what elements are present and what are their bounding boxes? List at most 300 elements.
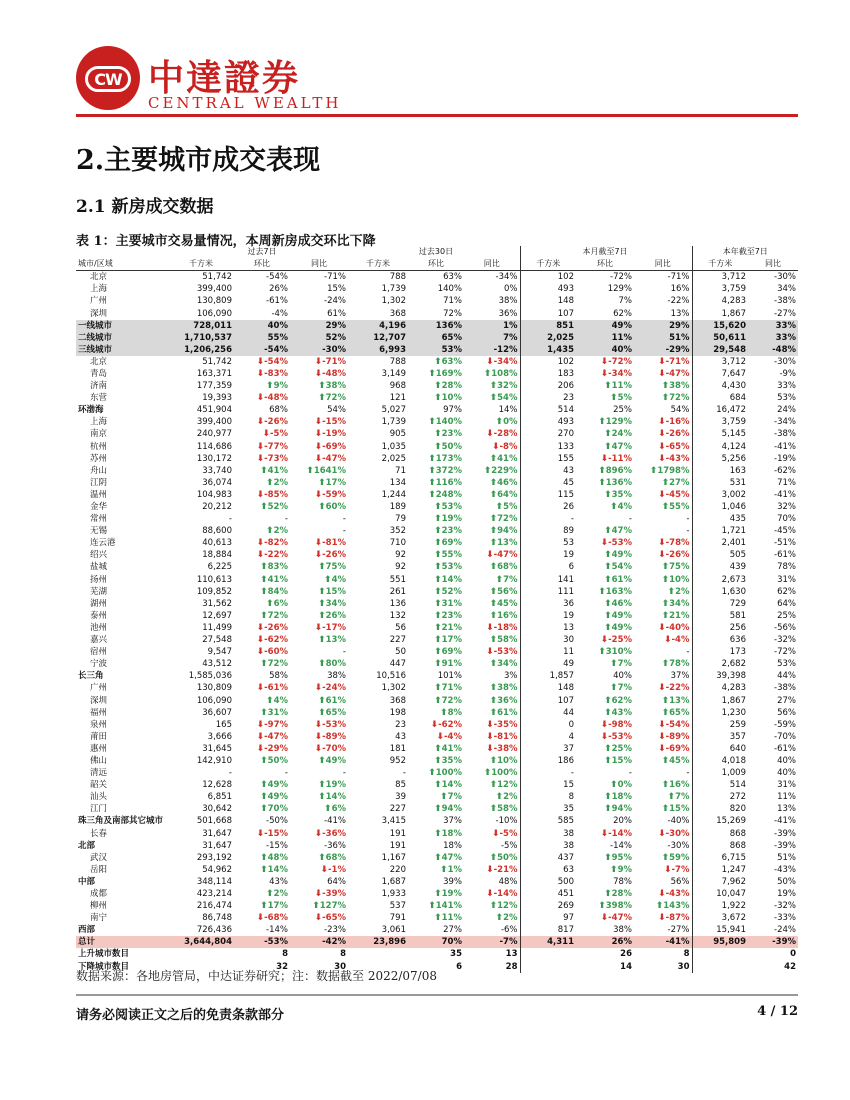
value-cell xyxy=(234,658,290,670)
value-cell: -14% xyxy=(266,925,288,936)
value-cell: 86,748 xyxy=(202,913,232,924)
value-cell: 10,047 xyxy=(692,888,748,900)
value-text: 4% xyxy=(273,695,288,706)
up-arrow-icon: ⬆ xyxy=(440,707,448,718)
value-text: 248% xyxy=(435,489,462,500)
up-arrow-icon: ⬆ xyxy=(661,755,670,766)
value-cell: 31% xyxy=(777,574,796,585)
value-text: 41% xyxy=(441,743,462,754)
value-text: -43% xyxy=(665,889,690,900)
value-text: 94% xyxy=(441,804,462,815)
value-cell: -50% xyxy=(266,816,288,827)
value-text: -73% xyxy=(264,453,288,464)
up-arrow-icon: ⬆ xyxy=(489,635,498,646)
up-arrow-icon: ⬆ xyxy=(428,417,436,428)
value-cell xyxy=(234,525,290,537)
up-arrow-icon: ⬆ xyxy=(483,768,492,779)
value-text: -53% xyxy=(608,731,632,742)
value-text: 83% xyxy=(267,562,288,573)
down-arrow-icon: ⬇ xyxy=(600,719,609,730)
value-cell: 129% xyxy=(607,284,632,295)
value-cell: 435 xyxy=(692,513,748,525)
value-cell xyxy=(634,416,692,428)
value-cell xyxy=(464,755,520,767)
city-cell: 东营 xyxy=(90,393,108,404)
up-arrow-icon: ⬆ xyxy=(489,526,498,537)
value-text: 21% xyxy=(441,622,462,633)
up-arrow-icon: ⬆ xyxy=(434,526,442,537)
value-cell: 4,124 xyxy=(692,441,748,453)
value-cell xyxy=(576,719,634,731)
city-cell: 芜湖 xyxy=(90,586,108,597)
up-arrow-icon: ⬆ xyxy=(428,477,436,488)
value-text: 27% xyxy=(669,477,690,488)
value-text: -25% xyxy=(608,635,632,646)
value-cell: 636 xyxy=(692,634,748,646)
down-arrow-icon: ⬇ xyxy=(256,489,265,500)
down-arrow-icon: ⬇ xyxy=(256,719,265,730)
value-cell xyxy=(234,900,290,912)
value-cell: 48% xyxy=(498,876,518,887)
table-row xyxy=(76,888,798,900)
up-arrow-icon: ⬆ xyxy=(661,695,670,706)
value-cell: 13% xyxy=(777,804,796,815)
value-text: 68% xyxy=(325,852,346,863)
value-cell: -30% xyxy=(774,356,796,367)
value-cell xyxy=(234,888,290,900)
value-text: 16% xyxy=(497,610,518,621)
value-text: 69% xyxy=(441,538,462,549)
value-cell: 2,673 xyxy=(692,574,748,586)
up-arrow-icon: ⬆ xyxy=(661,502,670,513)
value-cell: 39 xyxy=(395,792,406,803)
value-cell: 23 xyxy=(395,719,406,730)
value-text: 62% xyxy=(611,695,632,706)
value-cell xyxy=(576,888,634,900)
value-text: 23% xyxy=(441,526,462,537)
city-cell: 柳州 xyxy=(90,901,108,912)
value-cell xyxy=(234,537,290,549)
value-text: 58% xyxy=(497,635,518,646)
value-cell: 505 xyxy=(692,549,748,561)
value-cell xyxy=(290,586,348,598)
up-arrow-icon: ⬆ xyxy=(318,586,326,597)
value-cell: 177,359 xyxy=(196,381,232,392)
value-cell: 514 xyxy=(520,404,576,416)
value-cell: -40% xyxy=(667,816,690,827)
value-cell: 15,941 xyxy=(692,924,748,936)
value-cell: 501,668 xyxy=(196,816,232,827)
table-row xyxy=(76,586,798,598)
value-cell xyxy=(234,731,290,743)
value-text: 4% xyxy=(331,574,346,585)
value-cell: 54,962 xyxy=(202,864,232,875)
up-arrow-icon: ⬆ xyxy=(649,465,658,476)
value-text: -53% xyxy=(608,538,632,549)
value-text: -47% xyxy=(493,550,518,561)
value-text: 28% xyxy=(611,889,632,900)
value-cell xyxy=(576,537,634,549)
value-text: 129% xyxy=(605,417,632,428)
value-cell xyxy=(290,803,348,815)
value-cell xyxy=(464,610,520,622)
value-cell: 788 xyxy=(389,356,406,367)
value-cell: 62% xyxy=(613,308,632,319)
value-cell xyxy=(576,646,634,658)
column-header-row xyxy=(76,258,798,271)
table-row xyxy=(76,912,798,924)
value-cell: 165 xyxy=(215,719,232,730)
down-arrow-icon: ⬇ xyxy=(658,550,666,561)
value-cell xyxy=(234,598,290,610)
column-header: 环比 xyxy=(576,258,634,271)
value-cell: - xyxy=(628,514,632,525)
up-arrow-icon: ⬆ xyxy=(318,610,326,621)
value-cell xyxy=(576,549,634,561)
value-cell: 1,721 xyxy=(692,525,748,537)
value-cell: -33% xyxy=(774,913,796,924)
value-cell: 1,035 xyxy=(381,441,406,452)
value-cell: 1% xyxy=(464,320,520,332)
value-cell: -38% xyxy=(774,429,796,440)
value-cell: 4,283 xyxy=(692,682,748,694)
value-text: 38% xyxy=(325,381,346,392)
city-cell: 金华 xyxy=(90,502,108,513)
page-header xyxy=(0,0,850,120)
value-text: 9% xyxy=(617,864,632,875)
value-text: 19% xyxy=(325,780,346,791)
value-cell: 11 xyxy=(520,646,576,658)
value-cell: -59% xyxy=(774,719,796,730)
value-text: 45% xyxy=(497,598,518,609)
value-cell: 121 xyxy=(389,393,406,404)
value-cell: 148 xyxy=(520,682,576,694)
value-text: -26% xyxy=(264,622,288,633)
value-text: 48% xyxy=(267,852,288,863)
value-cell xyxy=(290,598,348,610)
value-text: -68% xyxy=(264,913,288,924)
value-text: 72% xyxy=(267,610,288,621)
header-divider xyxy=(76,114,798,117)
table-row xyxy=(76,477,798,489)
city-cell: 惠州 xyxy=(90,743,108,754)
value-cell: 27,548 xyxy=(202,635,232,646)
footer-disclaimer: 请务必阅读正文之后的免责条款部分 xyxy=(76,1008,285,1023)
value-cell xyxy=(348,948,408,960)
value-cell xyxy=(576,356,634,368)
value-text: -28% xyxy=(493,429,518,440)
value-text: 43% xyxy=(611,707,632,718)
up-arrow-icon: ⬆ xyxy=(598,647,606,658)
up-arrow-icon: ⬆ xyxy=(489,514,498,525)
value-cell xyxy=(576,501,634,513)
value-cell: 35 xyxy=(450,949,462,960)
value-cell xyxy=(234,622,290,634)
value-cell: - xyxy=(342,647,346,658)
value-text: 10% xyxy=(669,574,690,585)
value-cell: - xyxy=(686,526,690,537)
value-cell: 2,025 xyxy=(520,332,576,344)
value-text: 91% xyxy=(441,659,462,670)
up-arrow-icon: ⬆ xyxy=(667,792,676,803)
down-arrow-icon: ⬇ xyxy=(314,743,323,754)
value-cell: 357 xyxy=(692,731,748,743)
table-row xyxy=(76,610,798,622)
value-text: 229% xyxy=(491,465,518,476)
value-text: 13% xyxy=(325,635,346,646)
value-cell xyxy=(576,622,634,634)
value-text: -85% xyxy=(264,489,288,500)
city-cell: 连云港 xyxy=(90,538,116,549)
value-cell: 198 xyxy=(389,707,406,718)
value-cell: 63% xyxy=(443,272,462,283)
value-cell: 19 xyxy=(520,610,576,622)
value-text: 19% xyxy=(441,889,462,900)
up-arrow-icon: ⬆ xyxy=(318,780,326,791)
table-row xyxy=(76,453,798,465)
value-cell xyxy=(234,610,290,622)
value-cell xyxy=(408,912,464,924)
value-cell xyxy=(634,549,692,561)
value-text: 35% xyxy=(611,489,632,500)
city-cell: 韶关 xyxy=(90,780,108,791)
city-cell: 环渤海 xyxy=(78,405,104,416)
down-arrow-icon: ⬇ xyxy=(486,550,494,561)
up-arrow-icon: ⬆ xyxy=(434,393,442,404)
up-arrow-icon: ⬆ xyxy=(489,683,498,694)
value-cell xyxy=(408,828,464,840)
value-cell xyxy=(290,380,348,392)
value-cell: 140% xyxy=(437,284,462,295)
value-cell: 1,435 xyxy=(520,344,576,356)
value-cell: 5,256 xyxy=(692,453,748,465)
down-arrow-icon: ⬇ xyxy=(663,864,672,875)
value-cell: 12,697 xyxy=(202,610,232,621)
value-cell xyxy=(634,694,692,706)
table-row xyxy=(76,295,798,307)
value-cell xyxy=(408,356,464,368)
value-text: -24% xyxy=(322,683,346,694)
table-row xyxy=(76,537,798,549)
value-cell xyxy=(464,743,520,755)
city-cell: 北京 xyxy=(90,272,108,283)
up-arrow-icon: ⬆ xyxy=(610,683,618,694)
value-text: 18% xyxy=(441,828,462,839)
value-cell: -19% xyxy=(774,453,796,464)
value-cell xyxy=(408,477,464,489)
up-arrow-icon: ⬆ xyxy=(489,780,498,791)
up-arrow-icon: ⬆ xyxy=(489,453,498,464)
down-arrow-icon: ⬇ xyxy=(491,441,500,452)
up-arrow-icon: ⬆ xyxy=(260,562,268,573)
value-cell: - xyxy=(628,768,632,779)
down-arrow-icon: ⬇ xyxy=(658,538,666,549)
value-cell xyxy=(408,416,464,428)
value-cell xyxy=(464,634,520,646)
value-cell: 5,145 xyxy=(692,428,748,440)
city-cell: 湖州 xyxy=(90,598,108,609)
city-cell: 宁波 xyxy=(90,659,108,670)
value-text: 34% xyxy=(669,598,690,609)
down-arrow-icon: ⬇ xyxy=(486,429,494,440)
value-cell xyxy=(634,864,692,876)
value-cell: -5% xyxy=(500,840,518,851)
value-text: -39% xyxy=(322,889,346,900)
value-cell xyxy=(464,356,520,368)
value-cell: 148 xyxy=(520,295,576,307)
value-cell xyxy=(634,465,692,477)
value-cell: 4,018 xyxy=(692,755,748,767)
table-row xyxy=(76,694,798,706)
value-cell: 70% xyxy=(408,936,464,948)
value-cell xyxy=(408,489,464,501)
table-row xyxy=(76,707,798,719)
value-text: 10% xyxy=(497,755,518,766)
brand-name-cn: 中達證券 xyxy=(148,57,301,99)
value-cell: 110,613 xyxy=(196,574,232,585)
down-arrow-icon: ⬇ xyxy=(314,441,323,452)
value-text: 63% xyxy=(441,356,462,367)
value-cell xyxy=(234,646,290,658)
up-arrow-icon: ⬆ xyxy=(428,901,436,912)
up-arrow-icon: ⬆ xyxy=(260,852,268,863)
value-cell: 136% xyxy=(408,320,464,332)
value-cell xyxy=(290,416,348,428)
value-text: -77% xyxy=(264,441,288,452)
value-cell xyxy=(290,828,348,840)
up-arrow-icon: ⬆ xyxy=(266,477,274,488)
value-cell: -34% xyxy=(495,272,518,283)
value-text: 11% xyxy=(441,913,462,924)
value-cell: 79 xyxy=(395,514,406,525)
table-row xyxy=(76,900,798,912)
up-arrow-icon: ⬆ xyxy=(489,393,498,404)
up-arrow-icon: ⬆ xyxy=(661,574,670,585)
up-arrow-icon: ⬆ xyxy=(260,780,268,791)
up-arrow-icon: ⬆ xyxy=(489,598,498,609)
value-cell xyxy=(576,743,634,755)
value-cell: 141 xyxy=(520,574,576,586)
up-arrow-icon: ⬆ xyxy=(661,852,670,863)
value-cell: - xyxy=(402,768,406,779)
value-cell: 28 xyxy=(505,961,518,972)
down-arrow-icon: ⬇ xyxy=(486,743,494,754)
up-arrow-icon: ⬆ xyxy=(260,659,268,670)
value-cell: -41% xyxy=(774,816,796,827)
up-arrow-icon: ⬆ xyxy=(324,804,332,815)
value-text: 35% xyxy=(441,755,462,766)
up-arrow-icon: ⬆ xyxy=(434,804,442,815)
value-cell xyxy=(234,719,290,731)
down-arrow-icon: ⬇ xyxy=(314,356,323,367)
value-cell xyxy=(464,368,520,380)
city-cell: 青岛 xyxy=(90,368,108,379)
up-arrow-icon: ⬆ xyxy=(489,477,498,488)
value-cell xyxy=(408,441,464,453)
value-text: -62% xyxy=(264,635,288,646)
value-cell xyxy=(576,416,634,428)
down-arrow-icon: ⬇ xyxy=(314,453,323,464)
value-cell: 0% xyxy=(504,284,518,295)
value-text: 41% xyxy=(267,465,288,476)
value-cell: 952 xyxy=(389,755,406,766)
value-cell: 20,212 xyxy=(202,502,232,513)
value-cell: 13% xyxy=(670,308,690,319)
value-cell: 447 xyxy=(389,659,406,670)
value-cell: 30 xyxy=(677,961,690,972)
value-cell xyxy=(576,598,634,610)
value-cell: 728,011 xyxy=(168,320,234,332)
column-header: 千方米 xyxy=(520,258,576,271)
value-cell: 437 xyxy=(520,852,576,864)
up-arrow-icon: ⬆ xyxy=(495,792,504,803)
down-arrow-icon: ⬇ xyxy=(486,889,494,900)
up-arrow-icon: ⬆ xyxy=(489,707,498,718)
up-arrow-icon: ⬆ xyxy=(604,550,612,561)
value-text: 5% xyxy=(617,393,632,404)
value-cell: 88,600 xyxy=(202,526,232,537)
up-arrow-icon: ⬆ xyxy=(610,864,618,875)
value-text: 108% xyxy=(491,368,518,379)
value-cell: 16% xyxy=(670,284,690,295)
value-cell: 26% xyxy=(576,936,634,948)
value-cell: -14% xyxy=(610,840,632,851)
value-cell: 31,645 xyxy=(202,743,232,754)
value-text: -26% xyxy=(665,550,690,561)
value-text: -47% xyxy=(608,913,632,924)
city-cell: 武汉 xyxy=(90,852,108,863)
down-arrow-icon: ⬇ xyxy=(256,441,265,452)
up-arrow-icon: ⬆ xyxy=(318,598,326,609)
value-text: 28% xyxy=(441,381,462,392)
value-cell xyxy=(634,755,692,767)
up-arrow-icon: ⬆ xyxy=(604,622,612,633)
value-cell: 43 xyxy=(395,731,406,742)
value-text: 1641% xyxy=(313,465,346,476)
value-cell: 43,512 xyxy=(202,659,232,670)
value-cell: 30,642 xyxy=(202,804,232,815)
value-text: -78% xyxy=(665,538,690,549)
value-text: -81% xyxy=(322,538,346,549)
value-cell xyxy=(290,477,348,489)
section-heading: 2.主要城市成交表现 xyxy=(76,145,321,176)
value-cell: -7% xyxy=(464,936,520,948)
up-arrow-icon: ⬆ xyxy=(434,574,442,585)
value-cell xyxy=(634,658,692,670)
down-arrow-icon: ⬇ xyxy=(314,550,323,561)
up-arrow-icon: ⬆ xyxy=(434,586,442,597)
value-cell xyxy=(408,428,464,440)
value-text: 163% xyxy=(605,586,632,597)
value-cell: 39% xyxy=(443,876,462,887)
value-cell xyxy=(464,598,520,610)
down-arrow-icon: ⬇ xyxy=(600,538,609,549)
value-cell: 1,687 xyxy=(381,876,406,887)
value-cell xyxy=(576,574,634,586)
value-cell: 12,707 xyxy=(348,332,408,344)
down-arrow-icon: ⬇ xyxy=(658,441,666,452)
value-cell xyxy=(290,453,348,465)
city-cell: 汕头 xyxy=(90,792,108,803)
value-cell: 132 xyxy=(389,610,406,621)
value-cell xyxy=(634,392,692,404)
down-arrow-icon: ⬇ xyxy=(600,635,609,646)
up-arrow-icon: ⬆ xyxy=(260,502,268,513)
value-cell: 58% xyxy=(269,671,288,682)
value-cell: 640 xyxy=(692,743,748,755)
city-cell: 清远 xyxy=(90,768,108,779)
up-arrow-icon: ⬆ xyxy=(604,574,612,585)
